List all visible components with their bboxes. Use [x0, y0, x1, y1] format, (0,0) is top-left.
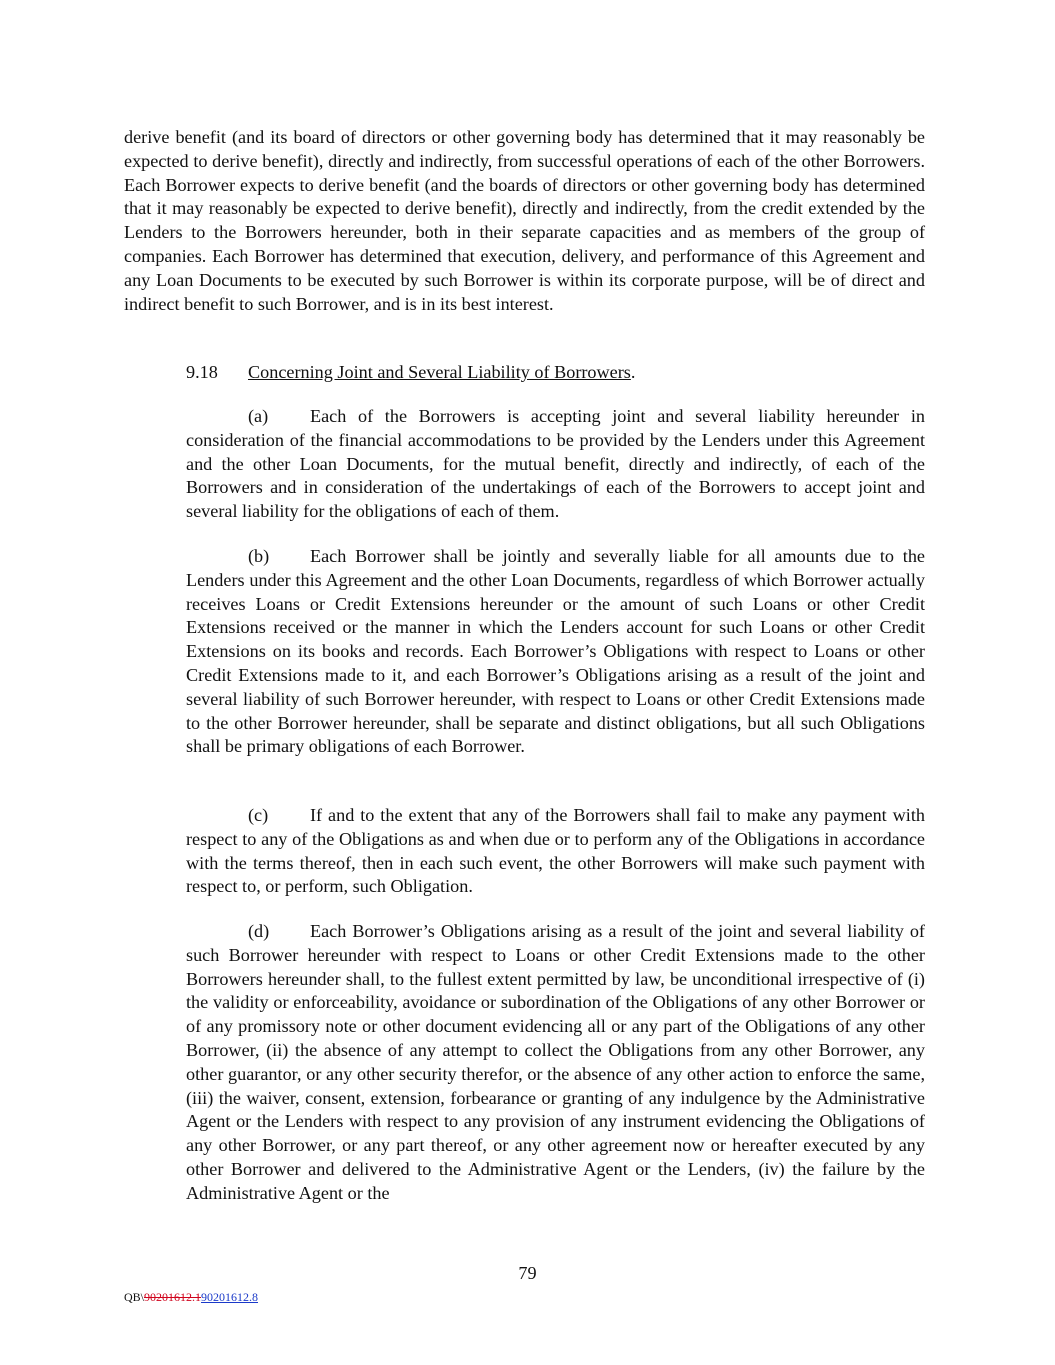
- section-heading: [186, 361, 635, 385]
- document-id-deleted: 90201612.1: [144, 1290, 202, 1304]
- document-id-footer: [124, 1290, 258, 1304]
- document-id-inserted[interactable]: 90201612.8: [201, 1290, 259, 1304]
- subsection-text: If and to the extent that any of the Borrowers shall fail to make any payment with respect to any of the Obligations as and when due or to perform any of the Obligations in accordance with the terms thereof, then in each such event, the other Borrowers will make such payment with respect to, or perform, such Obligation.: [186, 805, 925, 897]
- subsection-label: (a): [248, 406, 269, 426]
- section-number: 9.18: [186, 362, 218, 382]
- section-title-period: .: [630, 362, 636, 382]
- subsection-text: Each Borrower shall be jointly and severally liable for all amounts due to the Lenders under this Agreement and the other Loan Documents, regardless of which Borrower actually receives Loans or Credit Extensions hereunder or the amount of such Loans or other Credit Extensions received or the manner in which the Lenders account for such Loans or other Credit Extensions on its books and records. Each Borrower’s Obligations with respect to Loans or other Credit Extensions made to it, and each Borrower’s Obligations arising as a result of the joint and several liability of such Borrower hereunder, with respect to Loans or other Credit Extensions made to the other Borrower hereunder, shall be separate and distinct obligations, but all such Obligations shall be primary obligations of each Borrower.: [186, 546, 925, 757]
- subsection-a: [186, 405, 925, 524]
- intro-paragraph: derive benefit (and its board of directors or other governing body has determined that it may reasonably be expected to derive benefit), directly and indirectly, from successful operations of each of the other Borrowers. Each Borrower expects to derive benefit (and the boards of directors or other governing body has determined that it may reasonably be expected to derive benefit), directly and indirectly, from the credit extended by the Lenders to the Borrowers hereunder, both in their separate capacities and as members of the group of companies. Each Borrower has determined that execution, delivery, and performance of this Agreement and any Loan Documents to be executed by such Borrower is within its corporate purpose, will be of direct and indirect benefit to such Borrower, and is in its best interest.: [124, 127, 925, 314]
- subsection-text: Each Borrower’s Obligations arising as a result of the joint and several liability of such Borrower hereunder with respect to Loans or other Credit Extensions made to the other Borrowers hereunder shall, to the fullest extent permitted by law, be unconditional irrespective of (i) the validity or enforceability, avoidance or subordination of the Obligations of any other Borrower or of any promissory note or other document evidencing all or any part of the Obligations of any other Borrower, (ii) the absence of any attempt to collect the Obligations from any other Borrower, any other guarantor, or any other security therefor, or the absence of any other action to enforce the same, (iii) the waiver, consent, extension, forbearance or granting of any indulgence by the Administrative Agent or the Lenders with respect to any provision of any instrument evidencing the Obligations of any other Borrower, or any part thereof, or any other agreement now or hereafter executed by any other Borrower and delivered to the Administrative Agent or the Lenders, (iv) the failure by the Administrative Agent or the: [186, 921, 925, 1203]
- section-title: Concerning Joint and Several Liability of Borrowers: [248, 362, 631, 382]
- subsection-label: (d): [248, 921, 270, 941]
- subsection-text: Each of the Borrowers is accepting joint and several liability hereunder in consideration of the financial accommodations to be provided by the Lenders under this Agreement and the other Loan Documents, for the mutual benefit, directly and indirectly, of each of the Borrowers and in consideration of the undertakings of each of the Borrowers to accept joint and several liability for the obligations of each of them.: [186, 406, 925, 522]
- page-number: 79: [518, 1263, 537, 1283]
- subsection-c: [186, 804, 925, 899]
- document-id-prefix: QB\: [124, 1290, 145, 1304]
- subsection-label: (c): [248, 805, 269, 825]
- subsection-label: (b): [248, 546, 270, 566]
- subsection-b: [186, 545, 925, 759]
- subsection-d: [186, 920, 925, 1206]
